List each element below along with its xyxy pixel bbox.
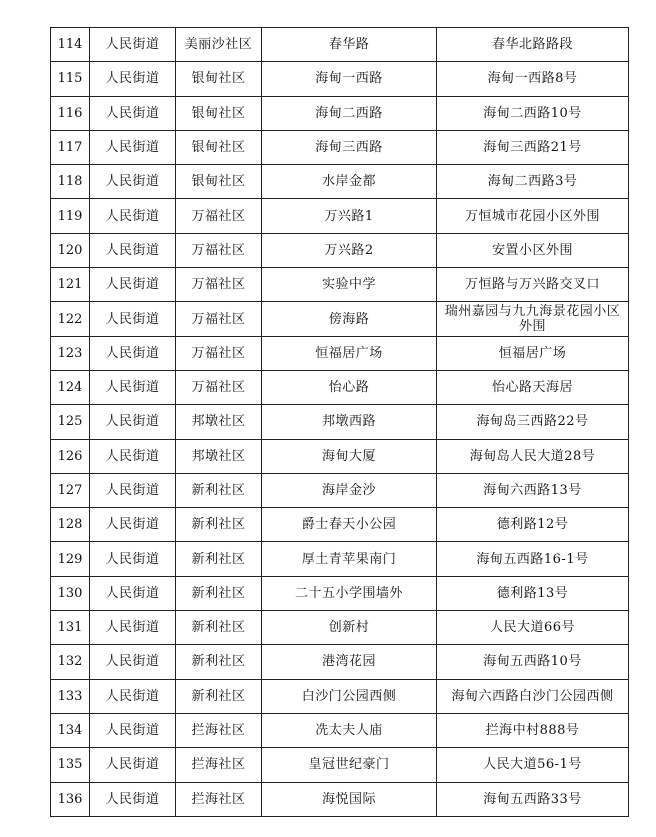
document-page [50,27,628,817]
cell-community: 新利社区 [176,679,262,713]
cell-site: 傍海路 [262,302,437,336]
cell-number: 131 [51,611,90,645]
cell-site: 皇冠世纪豪门 [262,748,437,782]
cell-street: 人民街道 [90,199,176,233]
cell-site: 爵士春天小公园 [262,508,437,542]
cell-street: 人民街道 [90,336,176,370]
cell-address: 人民大道56-1号 [437,748,629,782]
cell-community: 万福社区 [176,233,262,267]
cell-community: 拦海社区 [176,782,262,816]
table-row [51,233,629,267]
cell-street: 人民街道 [90,96,176,130]
table-row [51,96,629,130]
cell-site: 怡心路 [262,370,437,404]
cell-site: 二十五小学围墙外 [262,576,437,610]
cell-number: 115 [51,62,90,96]
table-row [51,439,629,473]
cell-number: 114 [51,28,90,62]
cell-community: 银甸社区 [176,62,262,96]
cell-community: 万福社区 [176,302,262,336]
cell-number: 123 [51,336,90,370]
cell-number: 129 [51,542,90,576]
cell-address: 德利路12号 [437,508,629,542]
cell-community: 新利社区 [176,576,262,610]
cell-street: 人民街道 [90,782,176,816]
cell-street: 人民街道 [90,542,176,576]
cell-street: 人民街道 [90,645,176,679]
cell-address: 万恒城市花园小区外围 [437,199,629,233]
table-row [51,302,629,336]
location-table [50,27,629,817]
table-row [51,679,629,713]
cell-address: 安置小区外围 [437,233,629,267]
cell-community: 万福社区 [176,336,262,370]
cell-street: 人民街道 [90,165,176,199]
table-row [51,508,629,542]
cell-number: 121 [51,268,90,302]
cell-site: 海悦国际 [262,782,437,816]
cell-site: 港湾花园 [262,645,437,679]
cell-site: 万兴路2 [262,233,437,267]
cell-number: 132 [51,645,90,679]
cell-address: 春华北路路段 [437,28,629,62]
cell-address: 瑞州嘉园与九九海景花园小区外围 [437,302,629,336]
cell-address: 万恒路与万兴路交叉口 [437,268,629,302]
table-row [51,611,629,645]
table-row [51,62,629,96]
cell-number: 118 [51,165,90,199]
cell-number: 122 [51,302,90,336]
table-body [51,28,629,817]
cell-site: 海甸一西路 [262,62,437,96]
cell-community: 美丽沙社区 [176,28,262,62]
cell-street: 人民街道 [90,748,176,782]
cell-address: 海甸三西路21号 [437,130,629,164]
cell-street: 人民街道 [90,679,176,713]
cell-address: 海甸岛三西路22号 [437,405,629,439]
cell-address: 拦海中村888号 [437,713,629,747]
table-row [51,405,629,439]
cell-address: 海甸五西路10号 [437,645,629,679]
cell-street: 人民街道 [90,370,176,404]
cell-community: 新利社区 [176,508,262,542]
table-row [51,268,629,302]
cell-site: 海甸大厦 [262,439,437,473]
cell-address: 德利路13号 [437,576,629,610]
cell-street: 人民街道 [90,508,176,542]
cell-community: 银甸社区 [176,130,262,164]
cell-address: 海甸一西路8号 [437,62,629,96]
cell-number: 128 [51,508,90,542]
cell-site: 实验中学 [262,268,437,302]
cell-street: 人民街道 [90,302,176,336]
cell-site: 白沙门公园西侧 [262,679,437,713]
table-row [51,370,629,404]
cell-address: 海甸二西路3号 [437,165,629,199]
cell-street: 人民街道 [90,130,176,164]
cell-address: 海甸五西路33号 [437,782,629,816]
cell-number: 119 [51,199,90,233]
cell-address: 怡心路天海居 [437,370,629,404]
cell-site: 海甸二西路 [262,96,437,130]
cell-number: 124 [51,370,90,404]
cell-number: 126 [51,439,90,473]
table-row [51,130,629,164]
cell-number: 134 [51,713,90,747]
cell-site: 冼太夫人庙 [262,713,437,747]
cell-site: 海甸三西路 [262,130,437,164]
cell-site: 春华路 [262,28,437,62]
cell-community: 邦墩社区 [176,439,262,473]
cell-community: 新利社区 [176,542,262,576]
cell-number: 116 [51,96,90,130]
table-row [51,645,629,679]
cell-street: 人民街道 [90,233,176,267]
cell-street: 人民街道 [90,62,176,96]
cell-number: 133 [51,679,90,713]
cell-number: 130 [51,576,90,610]
table-row [51,336,629,370]
table-row [51,748,629,782]
cell-site: 恒福居广场 [262,336,437,370]
cell-address: 恒福居广场 [437,336,629,370]
cell-address: 人民大道66号 [437,611,629,645]
cell-site: 万兴路1 [262,199,437,233]
cell-street: 人民街道 [90,28,176,62]
table-row [51,542,629,576]
cell-community: 邦墩社区 [176,405,262,439]
table-row [51,199,629,233]
cell-site: 海岸金沙 [262,473,437,507]
table-row [51,28,629,62]
cell-community: 拦海社区 [176,713,262,747]
table-row [51,713,629,747]
cell-community: 银甸社区 [176,165,262,199]
cell-address: 海甸二西路10号 [437,96,629,130]
cell-street: 人民街道 [90,473,176,507]
cell-address: 海甸六西路白沙门公园西侧 [437,679,629,713]
table-row [51,576,629,610]
table-row [51,782,629,816]
cell-site: 邦墩西路 [262,405,437,439]
cell-community: 新利社区 [176,611,262,645]
cell-number: 136 [51,782,90,816]
cell-number: 135 [51,748,90,782]
cell-number: 120 [51,233,90,267]
cell-street: 人民街道 [90,576,176,610]
table-row [51,473,629,507]
cell-number: 125 [51,405,90,439]
cell-street: 人民街道 [90,268,176,302]
cell-street: 人民街道 [90,405,176,439]
cell-community: 万福社区 [176,268,262,302]
cell-community: 新利社区 [176,473,262,507]
cell-site: 厚土青苹果南门 [262,542,437,576]
cell-street: 人民街道 [90,611,176,645]
table-row [51,165,629,199]
cell-community: 万福社区 [176,199,262,233]
cell-community: 新利社区 [176,645,262,679]
cell-address: 海甸六西路13号 [437,473,629,507]
cell-community: 银甸社区 [176,96,262,130]
cell-address: 海甸五西路16-1号 [437,542,629,576]
cell-site: 水岸金都 [262,165,437,199]
cell-site: 创新村 [262,611,437,645]
cell-address: 海甸岛人民大道28号 [437,439,629,473]
cell-number: 117 [51,130,90,164]
cell-community: 万福社区 [176,370,262,404]
cell-community: 拦海社区 [176,748,262,782]
cell-street: 人民街道 [90,439,176,473]
cell-street: 人民街道 [90,713,176,747]
cell-number: 127 [51,473,90,507]
